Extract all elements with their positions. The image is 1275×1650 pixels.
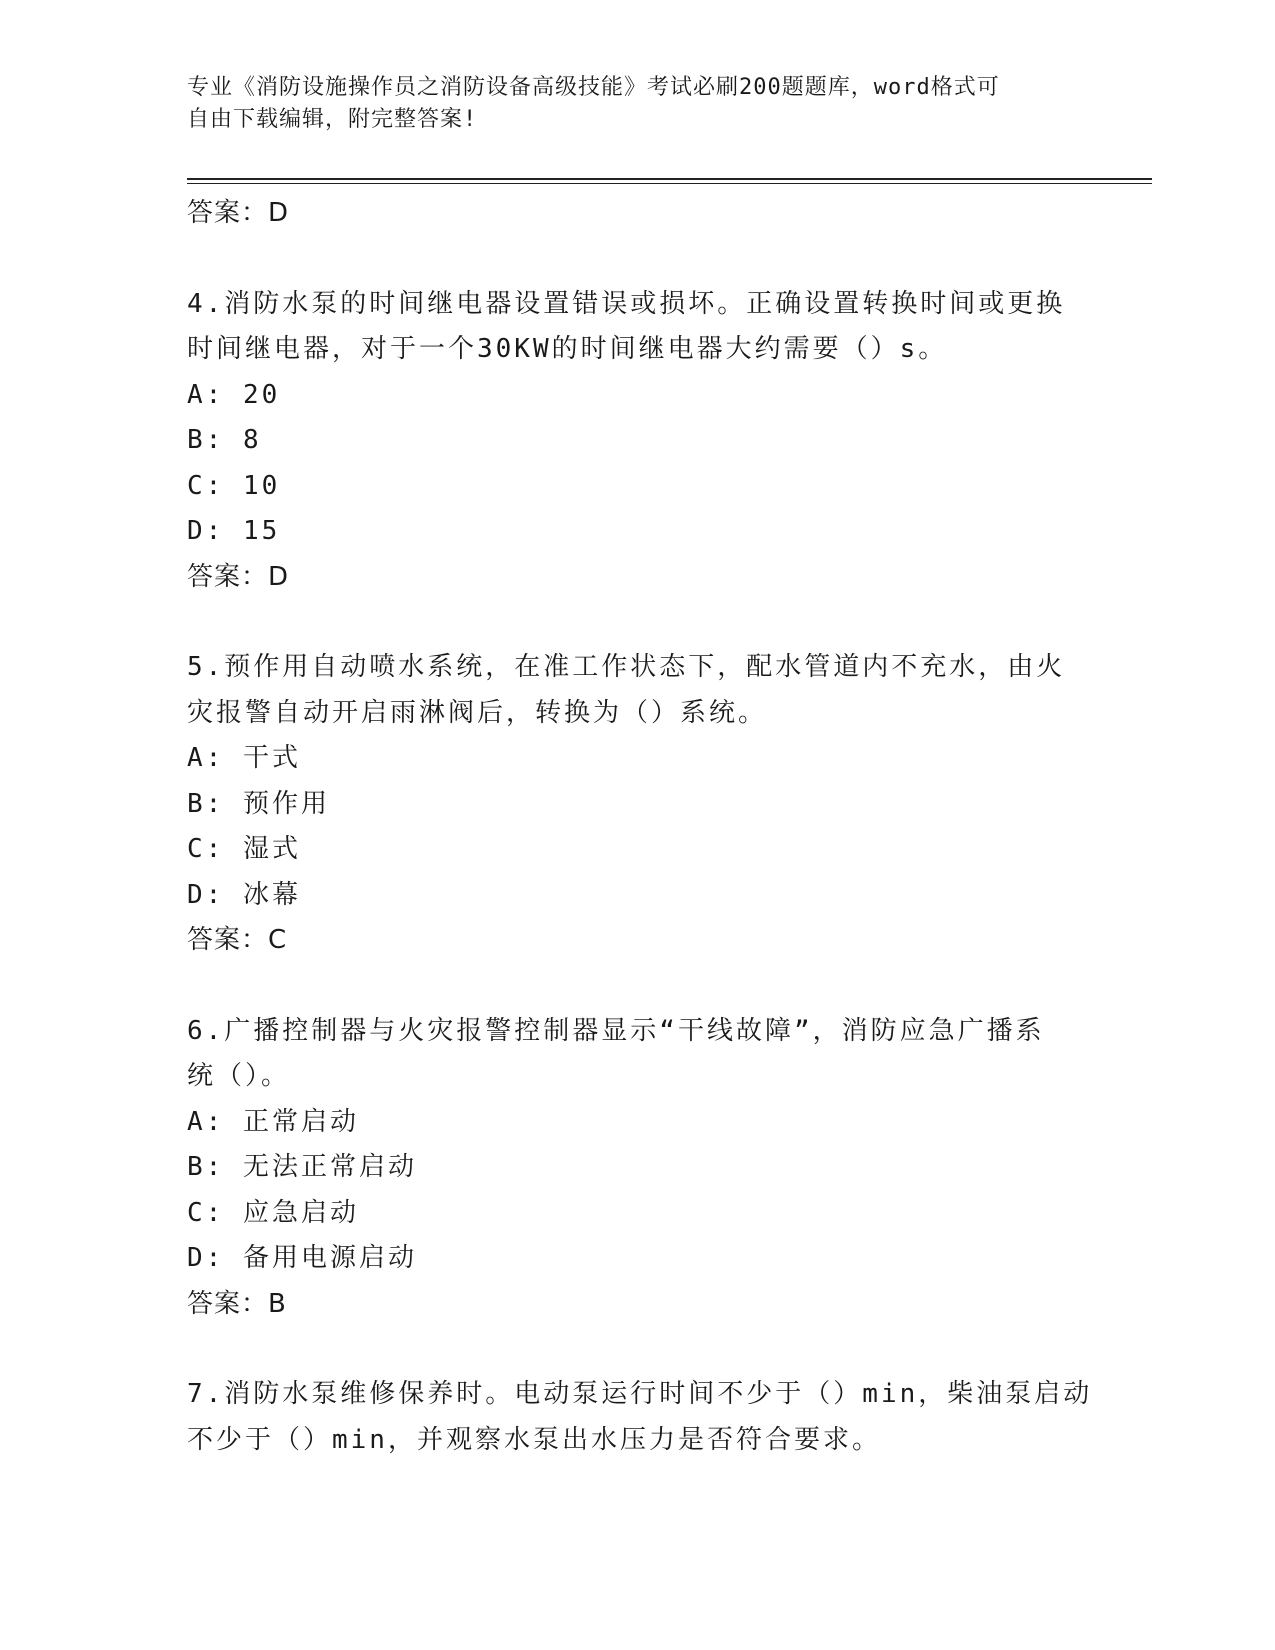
spacer — [187, 600, 1087, 645]
header-divider-thin — [187, 183, 1152, 184]
option-a: A: 干式 — [187, 743, 301, 773]
option-a: A: 正常启动 — [187, 1106, 359, 1137]
answer-line: 答案：C — [187, 925, 288, 955]
question-5 — [187, 645, 1087, 964]
option-a: A: 20 — [187, 379, 281, 410]
document-body — [187, 191, 1093, 1463]
answer-line: 答案：B — [187, 1288, 287, 1319]
option-c: C: 10 — [187, 470, 281, 501]
option-d: D: 备用电源启动 — [187, 1243, 417, 1273]
spacer — [187, 237, 1087, 282]
option-d: D: 冰幕 — [187, 879, 301, 910]
question-stem: 4.消防水泵的时间继电器设置错误或损坏。正确设置转换时间或更换 — [187, 288, 1066, 319]
question-stem: 灾报警自动开启雨淋阀后，转换为（）系统。 — [187, 697, 768, 728]
answer-line: 答案：D — [187, 561, 290, 592]
option-b: B: 8 — [187, 425, 262, 455]
option-b: B: 预作用 — [187, 788, 330, 819]
spacer — [187, 964, 1087, 1009]
header-line-2: 自由下载编辑，附完整答案! — [187, 107, 478, 132]
question-6 — [187, 1009, 1087, 1328]
question-7 — [187, 1372, 1093, 1463]
header-line-1: 专业《消防设施操作员之消防设备高级技能》考试必刷200题题库，word格式可 — [187, 75, 1000, 100]
header-divider-thick — [187, 178, 1152, 180]
document-header — [187, 72, 1067, 136]
option-d: D: 15 — [187, 516, 281, 546]
question-stem: 5.预作用自动喷水系统，在准工作状态下，配水管道内不充水，由火 — [187, 652, 1066, 682]
option-c: C: 湿式 — [187, 834, 301, 864]
spacer — [187, 1327, 1087, 1372]
option-c: C: 应急启动 — [187, 1197, 359, 1228]
question-4 — [187, 282, 1087, 601]
question-stem: 不少于（）min，并观察水泵出水压力是否符合要求。 — [187, 1424, 881, 1455]
question-stem: 统（）。 — [187, 1061, 291, 1091]
question-stem: 时间继电器，对于一个30KW的时间继电器大约需要（）s。 — [187, 334, 948, 364]
question-stem: 6.广播控制器与火灾报警控制器显示“干线故障”，消防应急广播系 — [187, 1015, 1045, 1046]
answer-line: 答案：D — [187, 198, 290, 228]
question-stem: 7.消防水泵维修保养时。电动泵运行时间不少于（）min，柴油泵启动 — [187, 1379, 1093, 1409]
option-b: B: 无法正常启动 — [187, 1152, 417, 1182]
